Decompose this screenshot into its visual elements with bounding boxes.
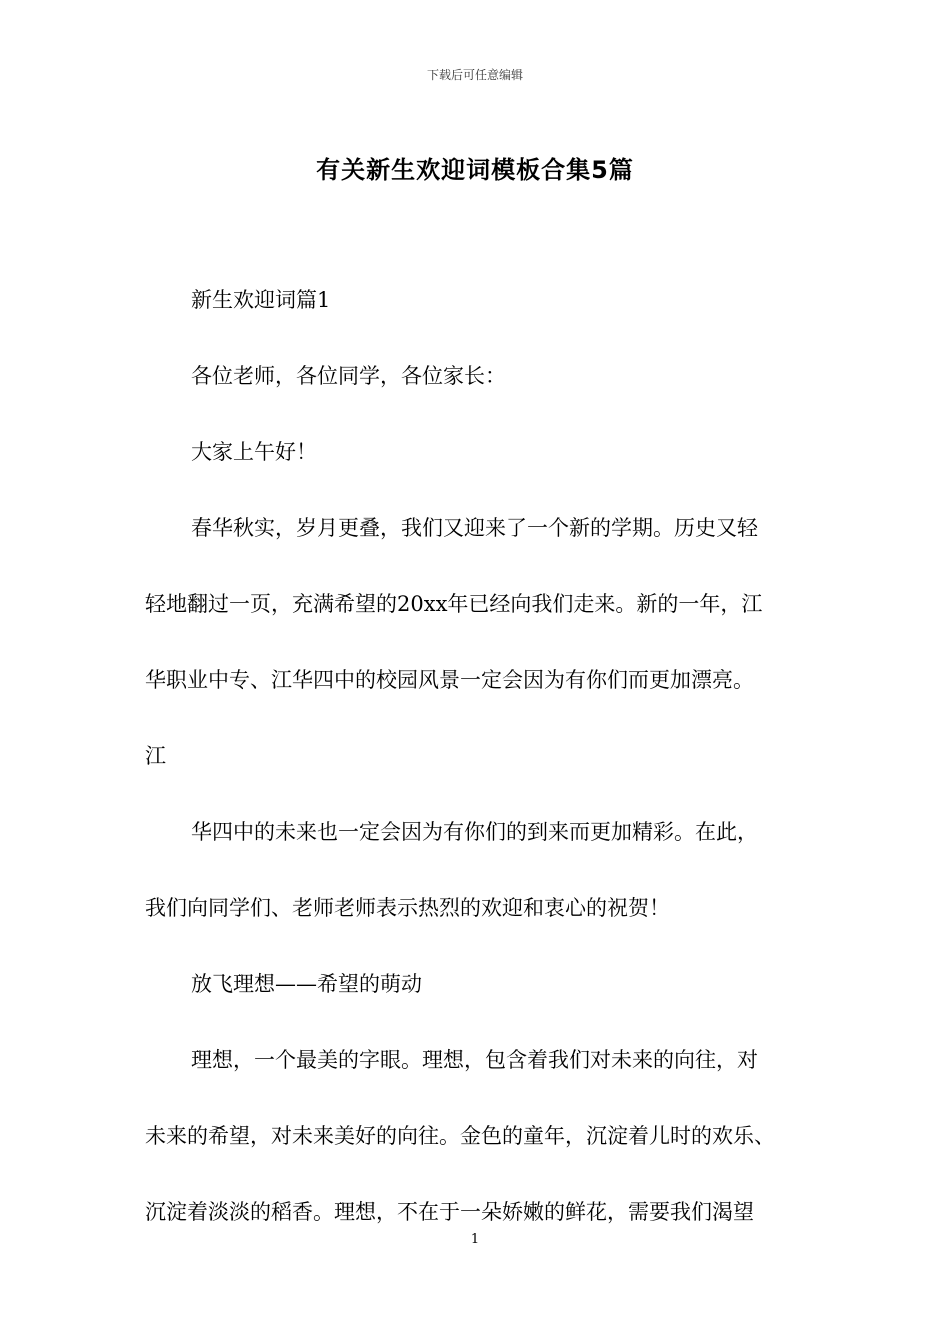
paragraph-line: 华职业中专、江华四中的校园风景一定会因为有你们而更加漂亮。	[145, 668, 754, 692]
document-body	[145, 280, 825, 1268]
paragraph-line: 春华秋实，岁月更叠，我们又迎来了一个新的学期。历史又轻	[191, 516, 758, 540]
page-title: 有关新生欢迎词模板合集5篇	[316, 156, 634, 184]
paragraph-line: 未来的希望，对未来美好的向往。金色的童年，沉淀着儿时的欢乐、	[145, 1124, 775, 1148]
paragraph-line: 大家上午好！	[191, 440, 317, 464]
paragraph-line: 华四中的未来也一定会因为有你们的到来而更加精彩。在此，	[191, 820, 758, 844]
paragraph-line: 江	[145, 744, 166, 768]
paragraph-line: 我们向同学们、老师老师表示热烈的欢迎和衷心的祝贺！	[145, 896, 670, 920]
paragraph-line: 各位老师，各位同学，各位家长：	[191, 364, 506, 388]
paragraph-line: 理想，一个最美的字眼。理想，包含着我们对未来的向往，对	[191, 1048, 758, 1072]
header-note: 下载后可任意编辑	[426, 68, 523, 82]
page-number: 1	[470, 1232, 480, 1247]
paragraph-line: 放飞理想——希望的萌动	[191, 972, 422, 996]
paragraph-line: 新生欢迎词篇1	[191, 288, 331, 312]
paragraph-line: 沉淀着淡淡的稻香。理想，不在于一朵娇嫩的鲜花，需要我们渴望	[145, 1200, 754, 1224]
paragraph-line: 轻地翻过一页，充满希望的20xx年已经向我们走来。新的一年，江	[145, 592, 763, 616]
